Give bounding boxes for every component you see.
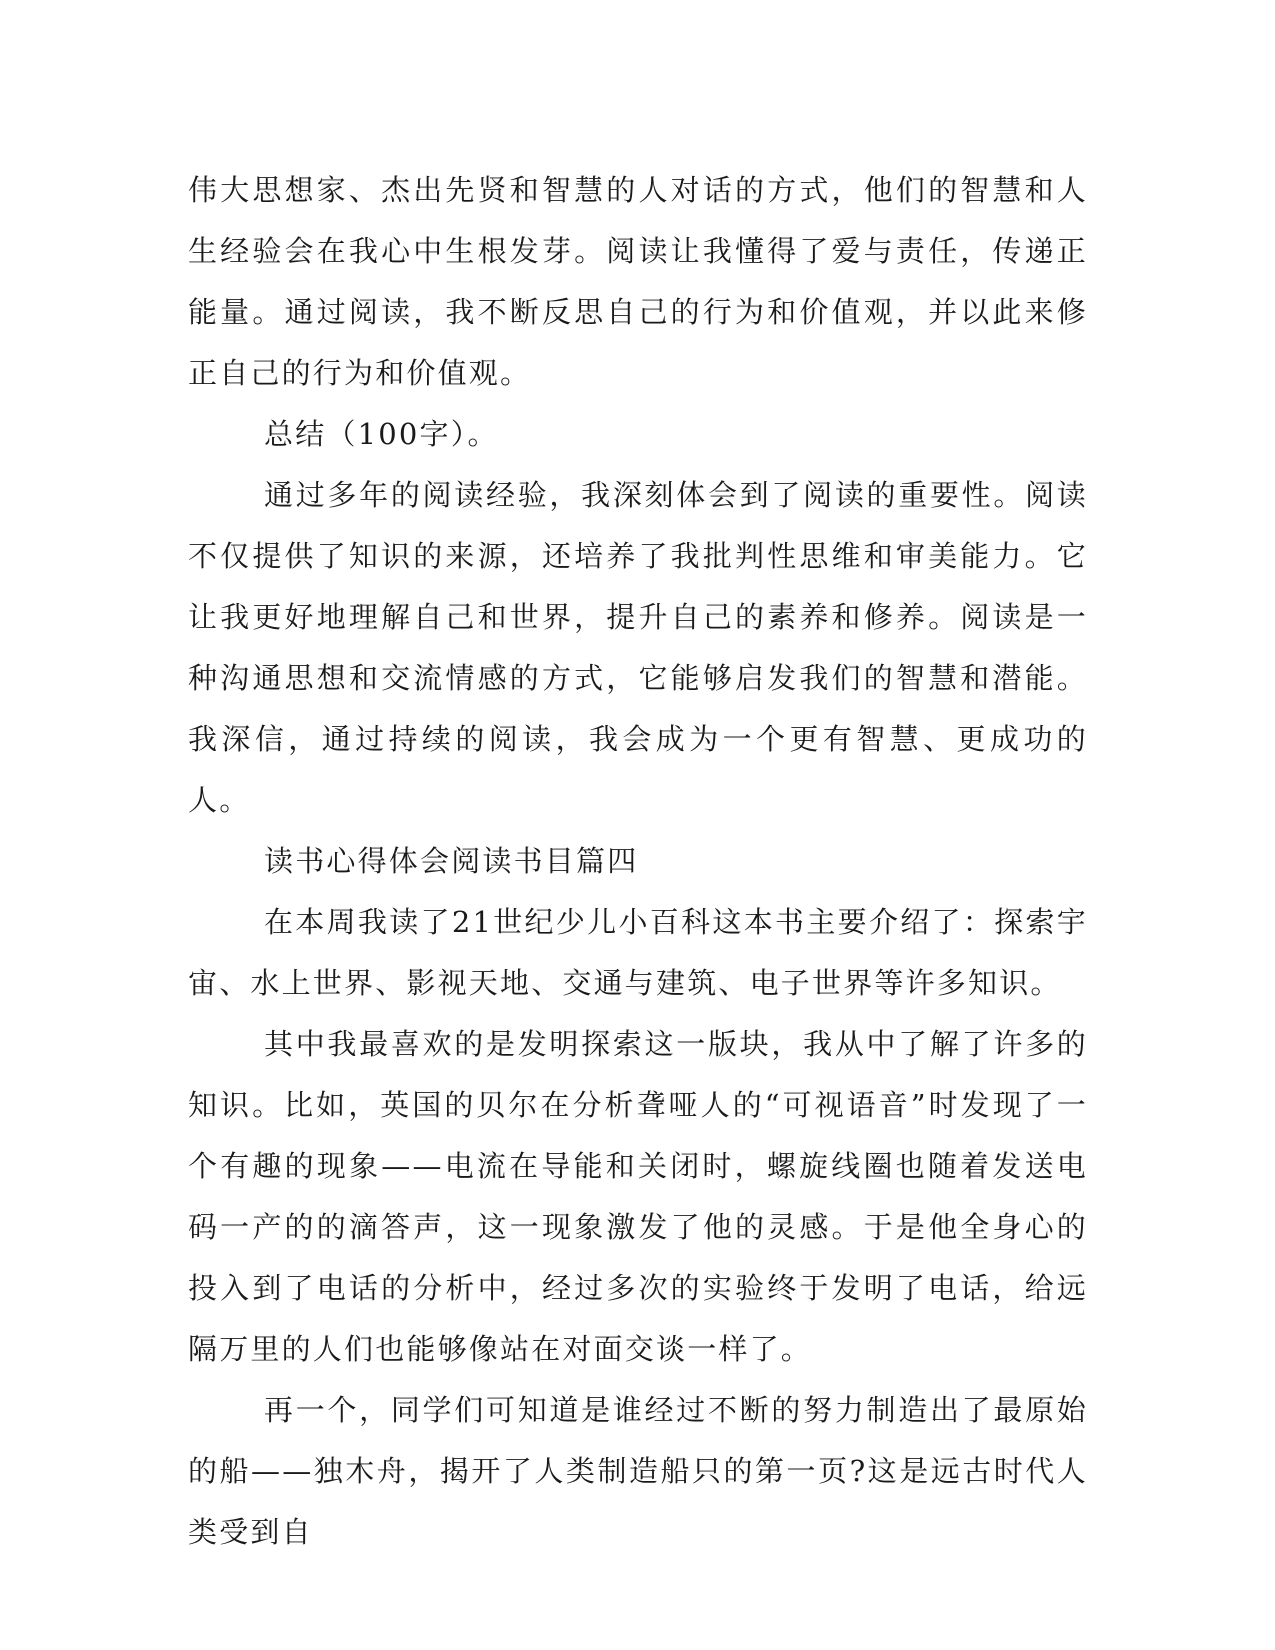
summary-paragraph: 通过多年的阅读经验，我深刻体会到了阅读的重要性。阅读不仅提供了知识的来源，还培养了我批判性思维和审美能力。它让我更好地理解自己和世界，提升自己的素养和修养。阅读是一种沟通思想和交流情感的方式，它能够启发我们的智慧和潜能。我深信，通过持续的阅读，我会成为一个更有智慧、更成功的人。	[188, 478, 1088, 817]
section-heading: 读书心得体会阅读书目篇四	[264, 844, 639, 878]
paragraph-canoe: 再一个，同学们可知道是谁经过不断的努力制造出了最原始的船——独木舟，揭开了人类制造船只的第一页?这是远古时代人类受到自	[188, 1393, 1088, 1549]
summary-heading: 总结（100字）。	[264, 417, 499, 451]
paragraph-intro: 在本周我读了21世纪少儿小百科这本书主要介绍了：探索宇宙、水上世界、影视天地、交通与建筑、电子世界等许多知识。	[188, 905, 1088, 1000]
paragraph-invention: 其中我最喜欢的是发明探索这一版块，我从中了解了许多的知识。比如，英国的贝尔在分析聋哑人的“可视语音”时发现了一个有趣的现象——电流在导能和关闭时，螺旋线圈也随着发送电码一产的的滴答声，这一现象激发了他的灵感。于是他全身心的投入到了电话的分析中，经过多次的实验终于发明了电话，给远隔万里的人们也能够像站在对面交谈一样了。	[188, 1027, 1088, 1366]
paragraph-continued: 伟大思想家、杰出先贤和智慧的人对话的方式，他们的智慧和人生经验会在我心中生根发芽。阅读让我懂得了爱与责任，传递正能量。通过阅读，我不断反思自己的行为和价值观，并以此来修正自己的行为和价值观。	[188, 173, 1088, 390]
document-body	[188, 160, 1088, 1563]
